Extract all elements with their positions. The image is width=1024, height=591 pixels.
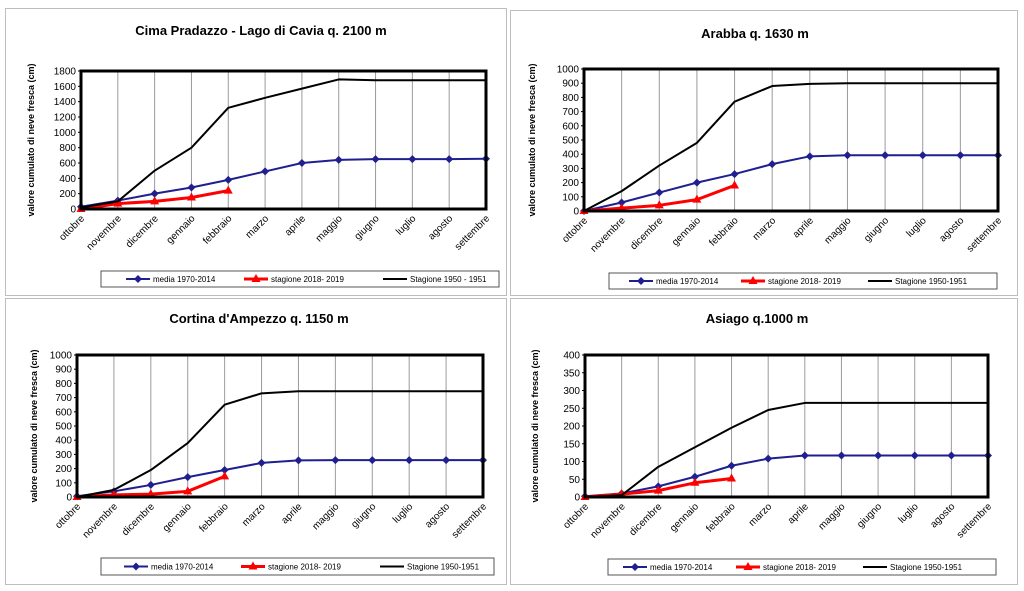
- legend-label: Stagione 1950-1951: [890, 563, 963, 572]
- x-tick-label: ottobre: [561, 501, 592, 532]
- series-line: [584, 155, 998, 211]
- x-tick-label: novembre: [588, 501, 628, 541]
- chart-title: Asiago q.1000 m: [705, 311, 809, 326]
- chart-panel-cima-pradazzo: [5, 8, 507, 296]
- chart-title: Cima Pradazzo - Lago di Cavia q. 2100 m: [135, 23, 387, 38]
- y-tick-label: 800: [59, 143, 76, 155]
- x-tick-label: agosto: [928, 501, 958, 531]
- x-tick-label: agosto: [423, 501, 453, 531]
- x-tick-label: febbraio: [707, 215, 741, 249]
- x-tick-label: gennaio: [164, 213, 198, 247]
- legend-label: stagione 2018- 2019: [768, 277, 841, 286]
- chart-svg: [511, 299, 1017, 584]
- x-tick-label: giugno: [352, 213, 382, 243]
- x-tick-label: settembre: [449, 501, 490, 541]
- x-tick-label: dicembre: [628, 215, 666, 253]
- x-tick-label: agosto: [426, 213, 456, 243]
- y-tick-label: 0: [66, 492, 72, 504]
- legend-label: stagione 2018- 2019: [268, 562, 341, 572]
- y-tick-label: 600: [55, 407, 72, 419]
- data-point: [368, 456, 376, 464]
- x-tick-label: giugno: [862, 215, 892, 245]
- x-tick-label: maggio: [310, 501, 342, 533]
- y-tick-label: 50: [568, 474, 580, 486]
- y-tick-label: 100: [55, 478, 72, 490]
- data-point: [261, 167, 269, 175]
- x-tick-label: dicembre: [627, 501, 665, 539]
- y-tick-label: 1600: [53, 81, 76, 93]
- chart-panel-asiago: [510, 298, 1018, 585]
- data-point: [298, 159, 306, 167]
- x-tick-label: maggio: [313, 213, 345, 245]
- data-point: [919, 151, 927, 159]
- y-tick-label: 0: [573, 206, 579, 218]
- chart-title: Cortina d'Ampezzo q. 1150 m: [169, 311, 349, 326]
- y-tick-label: 1000: [49, 350, 72, 362]
- x-tick-label: agosto: [937, 215, 967, 245]
- series-line: [77, 460, 483, 496]
- data-point: [947, 451, 955, 459]
- x-tick-label: febbraio: [704, 501, 738, 535]
- chart-title: Arabba q. 1630 m: [701, 26, 809, 41]
- data-point: [728, 462, 736, 470]
- x-tick-label: febbraio: [201, 213, 235, 247]
- data-point: [294, 456, 302, 464]
- data-point: [881, 151, 889, 159]
- y-tick-label: 1400: [53, 97, 76, 109]
- plot-area: [584, 69, 998, 211]
- y-tick-label: 200: [562, 178, 579, 190]
- data-point: [258, 459, 266, 467]
- y-tick-label: 500: [562, 135, 579, 147]
- y-tick-label: 800: [55, 378, 72, 390]
- y-tick-label: 500: [55, 421, 72, 433]
- y-tick-label: 400: [55, 435, 72, 447]
- x-tick-label: aprile: [785, 501, 811, 527]
- x-tick-label: aprile: [282, 213, 309, 239]
- x-tick-label: aprile: [790, 215, 816, 241]
- series-line: [77, 391, 483, 497]
- y-tick-label: 600: [59, 158, 76, 170]
- y-tick-label: 700: [55, 393, 72, 405]
- data-point: [405, 456, 413, 464]
- x-tick-label: settembre: [964, 215, 1005, 255]
- x-tick-label: novembre: [80, 501, 121, 541]
- y-tick-label: 200: [55, 464, 72, 476]
- y-tick-label: 1800: [53, 66, 76, 78]
- data-point: [184, 473, 192, 481]
- y-axis-label: valore cumulato di neve fresca (cm): [527, 63, 537, 217]
- data-point: [801, 451, 809, 459]
- data-point: [911, 451, 919, 459]
- y-tick-label: 200: [563, 421, 580, 433]
- y-tick-label: 0: [70, 204, 76, 216]
- data-point: [408, 155, 416, 163]
- y-tick-label: 700: [562, 107, 579, 119]
- data-point: [372, 155, 380, 163]
- data-point: [837, 451, 845, 459]
- x-tick-label: maggio: [816, 501, 848, 533]
- data-point: [768, 160, 776, 168]
- legend-label: Stagione 1950-1951: [895, 277, 968, 286]
- chart-svg: [6, 299, 506, 584]
- chart-panel-arabba: [510, 10, 1018, 296]
- plot-area: [77, 355, 483, 497]
- data-point: [843, 151, 851, 159]
- data-point: [764, 455, 772, 463]
- x-tick-label: ottobre: [560, 215, 591, 246]
- y-axis-label: valore cumulato di neve fresca (cm): [530, 349, 540, 503]
- plot-area: [81, 71, 486, 209]
- legend-label: stagione 2018- 2019: [763, 563, 836, 572]
- data-point: [445, 155, 453, 163]
- x-tick-label: settembre: [452, 213, 493, 253]
- x-tick-label: giugno: [349, 501, 379, 531]
- y-tick-label: 300: [55, 449, 72, 461]
- y-tick-label: 900: [55, 364, 72, 376]
- y-tick-label: 900: [562, 78, 579, 90]
- series-line: [81, 79, 486, 207]
- data-point: [224, 176, 232, 184]
- x-tick-label: novembre: [84, 213, 124, 253]
- series-line: [81, 159, 486, 207]
- series-line: [584, 83, 998, 211]
- data-point: [220, 471, 229, 479]
- x-tick-label: luglio: [394, 213, 419, 238]
- x-tick-label: maggio: [822, 215, 854, 247]
- y-tick-label: 350: [563, 368, 580, 380]
- y-tick-label: 800: [562, 92, 579, 104]
- x-tick-label: aprile: [279, 501, 305, 527]
- data-point: [731, 170, 739, 178]
- legend-label: media 1970-2014: [656, 277, 719, 286]
- x-tick-label: ottobre: [57, 213, 88, 244]
- x-tick-label: dicembre: [120, 501, 157, 539]
- y-tick-label: 600: [562, 121, 579, 133]
- x-tick-label: luglio: [391, 501, 416, 526]
- x-tick-label: ottobre: [53, 501, 84, 532]
- y-tick-label: 200: [59, 189, 76, 201]
- x-tick-label: gennaio: [160, 501, 194, 535]
- y-tick-label: 100: [562, 192, 579, 204]
- x-tick-label: marzo: [240, 501, 268, 529]
- series-line: [585, 403, 988, 497]
- x-tick-label: gennaio: [670, 215, 704, 249]
- x-tick-label: febbraio: [197, 501, 231, 535]
- legend-label: Stagione 1950 - 1951: [410, 275, 487, 284]
- y-tick-label: 1000: [53, 127, 76, 139]
- legend-label: media 1970-2014: [151, 562, 214, 572]
- y-tick-label: 300: [562, 163, 579, 175]
- y-tick-label: 1200: [53, 112, 76, 124]
- y-tick-label: 300: [563, 386, 580, 397]
- x-tick-label: marzo: [750, 215, 779, 243]
- y-tick-label: 100: [563, 457, 580, 468]
- y-tick-label: 1000: [556, 64, 579, 76]
- data-point: [187, 184, 195, 192]
- y-tick-label: 400: [563, 350, 580, 362]
- x-tick-label: luglio: [904, 215, 929, 240]
- data-point: [693, 179, 701, 187]
- x-tick-label: marzo: [746, 501, 775, 529]
- x-tick-label: settembre: [954, 501, 995, 541]
- legend-label: Stagione 1950-1951: [407, 562, 480, 572]
- y-tick-label: 250: [563, 403, 580, 415]
- x-tick-label: gennaio: [668, 501, 702, 535]
- legend-label: stagione 2018- 2019: [271, 275, 344, 284]
- chart-panel-cortina: [5, 298, 507, 585]
- data-point: [147, 481, 155, 489]
- data-point: [335, 156, 343, 164]
- data-point: [442, 456, 450, 464]
- legend-label: media 1970-2014: [650, 563, 713, 572]
- y-axis-label: valore cumulato di neve fresca (cm): [26, 63, 36, 217]
- x-tick-label: marzo: [243, 213, 272, 241]
- y-tick-label: 0: [574, 492, 580, 504]
- data-point: [224, 186, 233, 194]
- y-axis-label: valore cumulato di neve fresca (cm): [29, 349, 39, 503]
- data-point: [806, 152, 814, 160]
- x-tick-label: giugno: [855, 501, 885, 531]
- data-point: [874, 451, 882, 459]
- legend-label: media 1970-2014: [153, 275, 216, 284]
- x-tick-label: novembre: [588, 215, 628, 255]
- y-tick-label: 400: [562, 149, 579, 161]
- chart-svg: [6, 9, 506, 295]
- x-tick-label: dicembre: [123, 213, 161, 251]
- data-point: [956, 151, 964, 159]
- y-tick-label: 400: [59, 173, 76, 185]
- data-point: [655, 189, 663, 197]
- x-tick-label: luglio: [896, 501, 921, 526]
- data-point: [730, 180, 739, 188]
- data-point: [331, 456, 339, 464]
- chart-svg: [511, 11, 1017, 295]
- y-tick-label: 150: [563, 439, 580, 451]
